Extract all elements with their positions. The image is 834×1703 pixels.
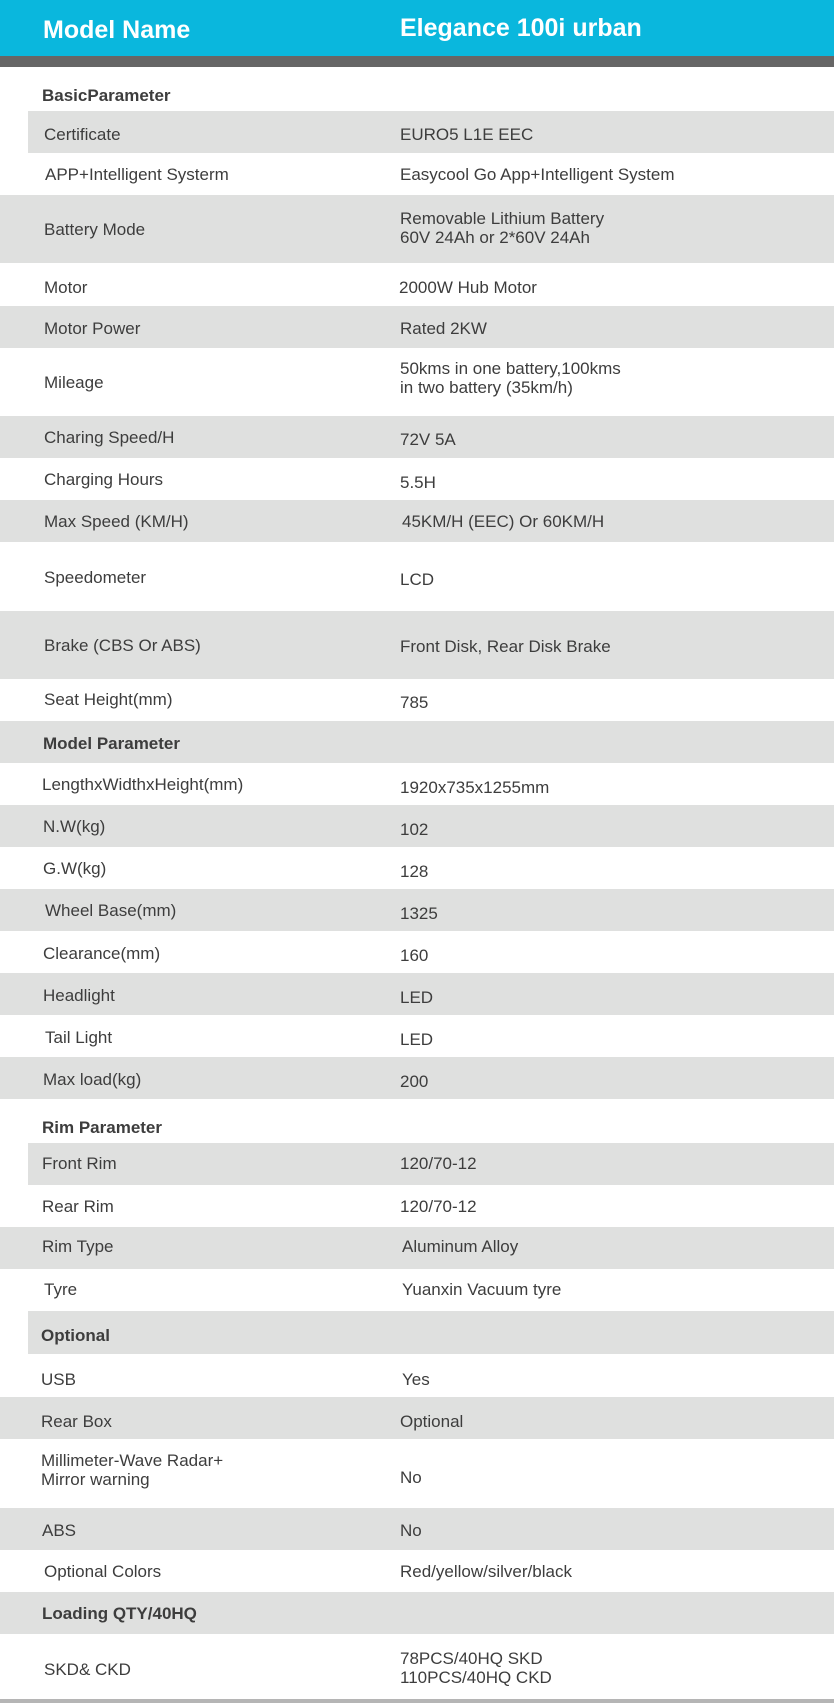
- row-label: G.W(kg): [43, 859, 107, 878]
- row-value: 1920x735x1255mm: [400, 778, 550, 797]
- row-value: 78PCS/40HQ SKD: [400, 1649, 543, 1668]
- row-label: Charging Hours: [44, 470, 164, 489]
- row-value-line2: in two battery (35km/h): [400, 378, 573, 397]
- row-value: 120/70-12: [400, 1197, 477, 1216]
- table-row: [0, 931, 834, 973]
- row-label: Mileage: [44, 373, 104, 392]
- bottom-divider: [0, 1699, 834, 1703]
- row-value: Yuanxin Vacuum tyre: [402, 1280, 562, 1299]
- table-row: [0, 889, 834, 931]
- row-label: APP+Intelligent Systerm: [45, 165, 229, 184]
- row-label: Motor Power: [44, 319, 141, 338]
- table-row: [0, 1015, 834, 1057]
- row-value: 785: [400, 693, 429, 712]
- section-title: Model Parameter: [43, 734, 180, 753]
- row-value: No: [400, 1468, 422, 1487]
- row-value: Optional: [400, 1412, 464, 1431]
- row-label: Tail Light: [45, 1028, 113, 1047]
- table-header: [0, 0, 834, 56]
- table-row: [0, 1057, 834, 1099]
- row-label: Wheel Base(mm): [45, 901, 177, 920]
- row-label-line2: Mirror warning: [41, 1470, 150, 1489]
- row-label: Max load(kg): [43, 1070, 142, 1089]
- section-model-parameter: [0, 721, 834, 763]
- row-value: EURO5 L1E EEC: [400, 125, 534, 144]
- table-row: [0, 973, 834, 1015]
- row-label: Rear Box: [41, 1412, 112, 1431]
- row-label: Battery Mode: [44, 220, 146, 239]
- row-label: Max Speed (KM/H): [44, 512, 189, 531]
- model-name-label: Model Name: [43, 16, 191, 44]
- row-value: 102: [400, 820, 429, 839]
- row-label: Front Rim: [42, 1154, 117, 1173]
- table-row: [0, 195, 834, 263]
- table-row: [0, 763, 834, 805]
- row-value: Aluminum Alloy: [402, 1237, 519, 1256]
- row-label: Certificate: [44, 125, 121, 144]
- section-basic-parameter: [0, 74, 834, 110]
- table-row: [0, 1439, 834, 1507]
- row-label: Speedometer: [44, 568, 147, 587]
- table-row: [28, 1143, 834, 1185]
- row-value: 50kms in one battery,100kms: [400, 359, 621, 378]
- row-value: 200: [400, 1072, 429, 1091]
- row-value: 72V 5A: [400, 430, 456, 449]
- row-label: Headlight: [43, 986, 115, 1005]
- row-value: Red/yellow/silver/black: [400, 1562, 572, 1581]
- table-row: [0, 500, 834, 542]
- row-label: USB: [41, 1370, 76, 1389]
- section-loading-qty: [0, 1592, 834, 1634]
- table-row: [0, 542, 834, 610]
- row-label: Motor: [44, 278, 88, 297]
- row-value: Yes: [402, 1370, 430, 1389]
- row-value: 128: [400, 862, 429, 881]
- table-row: [0, 847, 834, 889]
- row-value: LCD: [400, 570, 435, 589]
- row-value: LED: [400, 1030, 434, 1049]
- table-row: [0, 1634, 834, 1699]
- section-title: Rim Parameter: [42, 1118, 163, 1137]
- row-value: No: [400, 1521, 422, 1540]
- table-row: [0, 1185, 834, 1227]
- table-row: [0, 416, 834, 458]
- table-row: [0, 306, 834, 348]
- row-value: 2000W Hub Motor: [399, 278, 537, 297]
- table-row: [0, 1508, 834, 1550]
- table-row: [0, 1269, 834, 1311]
- row-value: 45KM/H (EEC) Or 60KM/H: [402, 512, 605, 531]
- row-label: Charing Speed/H: [44, 428, 175, 447]
- row-label: Optional Colors: [44, 1562, 162, 1581]
- row-value: Removable Lithium Battery: [400, 209, 605, 228]
- row-value: 5.5H: [400, 473, 436, 492]
- row-value: Easycool Go App+Intelligent System: [400, 165, 675, 184]
- row-label: ABS: [42, 1521, 77, 1540]
- table-row: [0, 458, 834, 500]
- table-row: [0, 805, 834, 847]
- row-label: Millimeter-Wave Radar+: [41, 1451, 224, 1470]
- table-row: [0, 611, 834, 679]
- row-label: SKD& CKD: [44, 1660, 131, 1679]
- row-value-line2: 60V 24Ah or 2*60V 24Ah: [400, 228, 590, 247]
- row-value: 160: [400, 946, 429, 965]
- section-rim-parameter: [0, 1099, 834, 1142]
- row-label: Seat Height(mm): [44, 690, 173, 709]
- section-title: Loading QTY/40HQ: [42, 1604, 197, 1623]
- row-value: 120/70-12: [400, 1154, 477, 1173]
- row-value: Front Disk, Rear Disk Brake: [400, 637, 611, 656]
- row-label: Brake (CBS Or ABS): [44, 636, 201, 655]
- table-row: [0, 679, 834, 721]
- table-row: [0, 1227, 834, 1269]
- table-row: [0, 1550, 834, 1592]
- row-label: Tyre: [44, 1280, 78, 1299]
- section-title: Optional: [41, 1326, 110, 1345]
- table-row: [0, 266, 834, 306]
- row-label: Clearance(mm): [43, 944, 161, 963]
- table-row: [0, 348, 834, 416]
- header-divider: [0, 56, 834, 67]
- row-value: LED: [400, 988, 434, 1007]
- table-row: [0, 1354, 834, 1397]
- section-optional: [28, 1311, 834, 1354]
- row-value-line2: 110PCS/40HQ CKD: [400, 1668, 552, 1687]
- row-value: Rated 2KW: [400, 319, 487, 338]
- model-name-value: Elegance 100i urban: [400, 14, 642, 42]
- section-title: BasicParameter: [42, 86, 171, 105]
- row-value: 1325: [400, 904, 438, 923]
- table-row: [28, 111, 834, 153]
- row-label: N.W(kg): [43, 817, 106, 836]
- table-row: [0, 1397, 834, 1439]
- table-row: [0, 153, 834, 195]
- row-label: LengthxWidthxHeight(mm): [42, 775, 244, 794]
- row-label: Rear Rim: [42, 1197, 114, 1216]
- row-label: Rim Type: [42, 1237, 114, 1256]
